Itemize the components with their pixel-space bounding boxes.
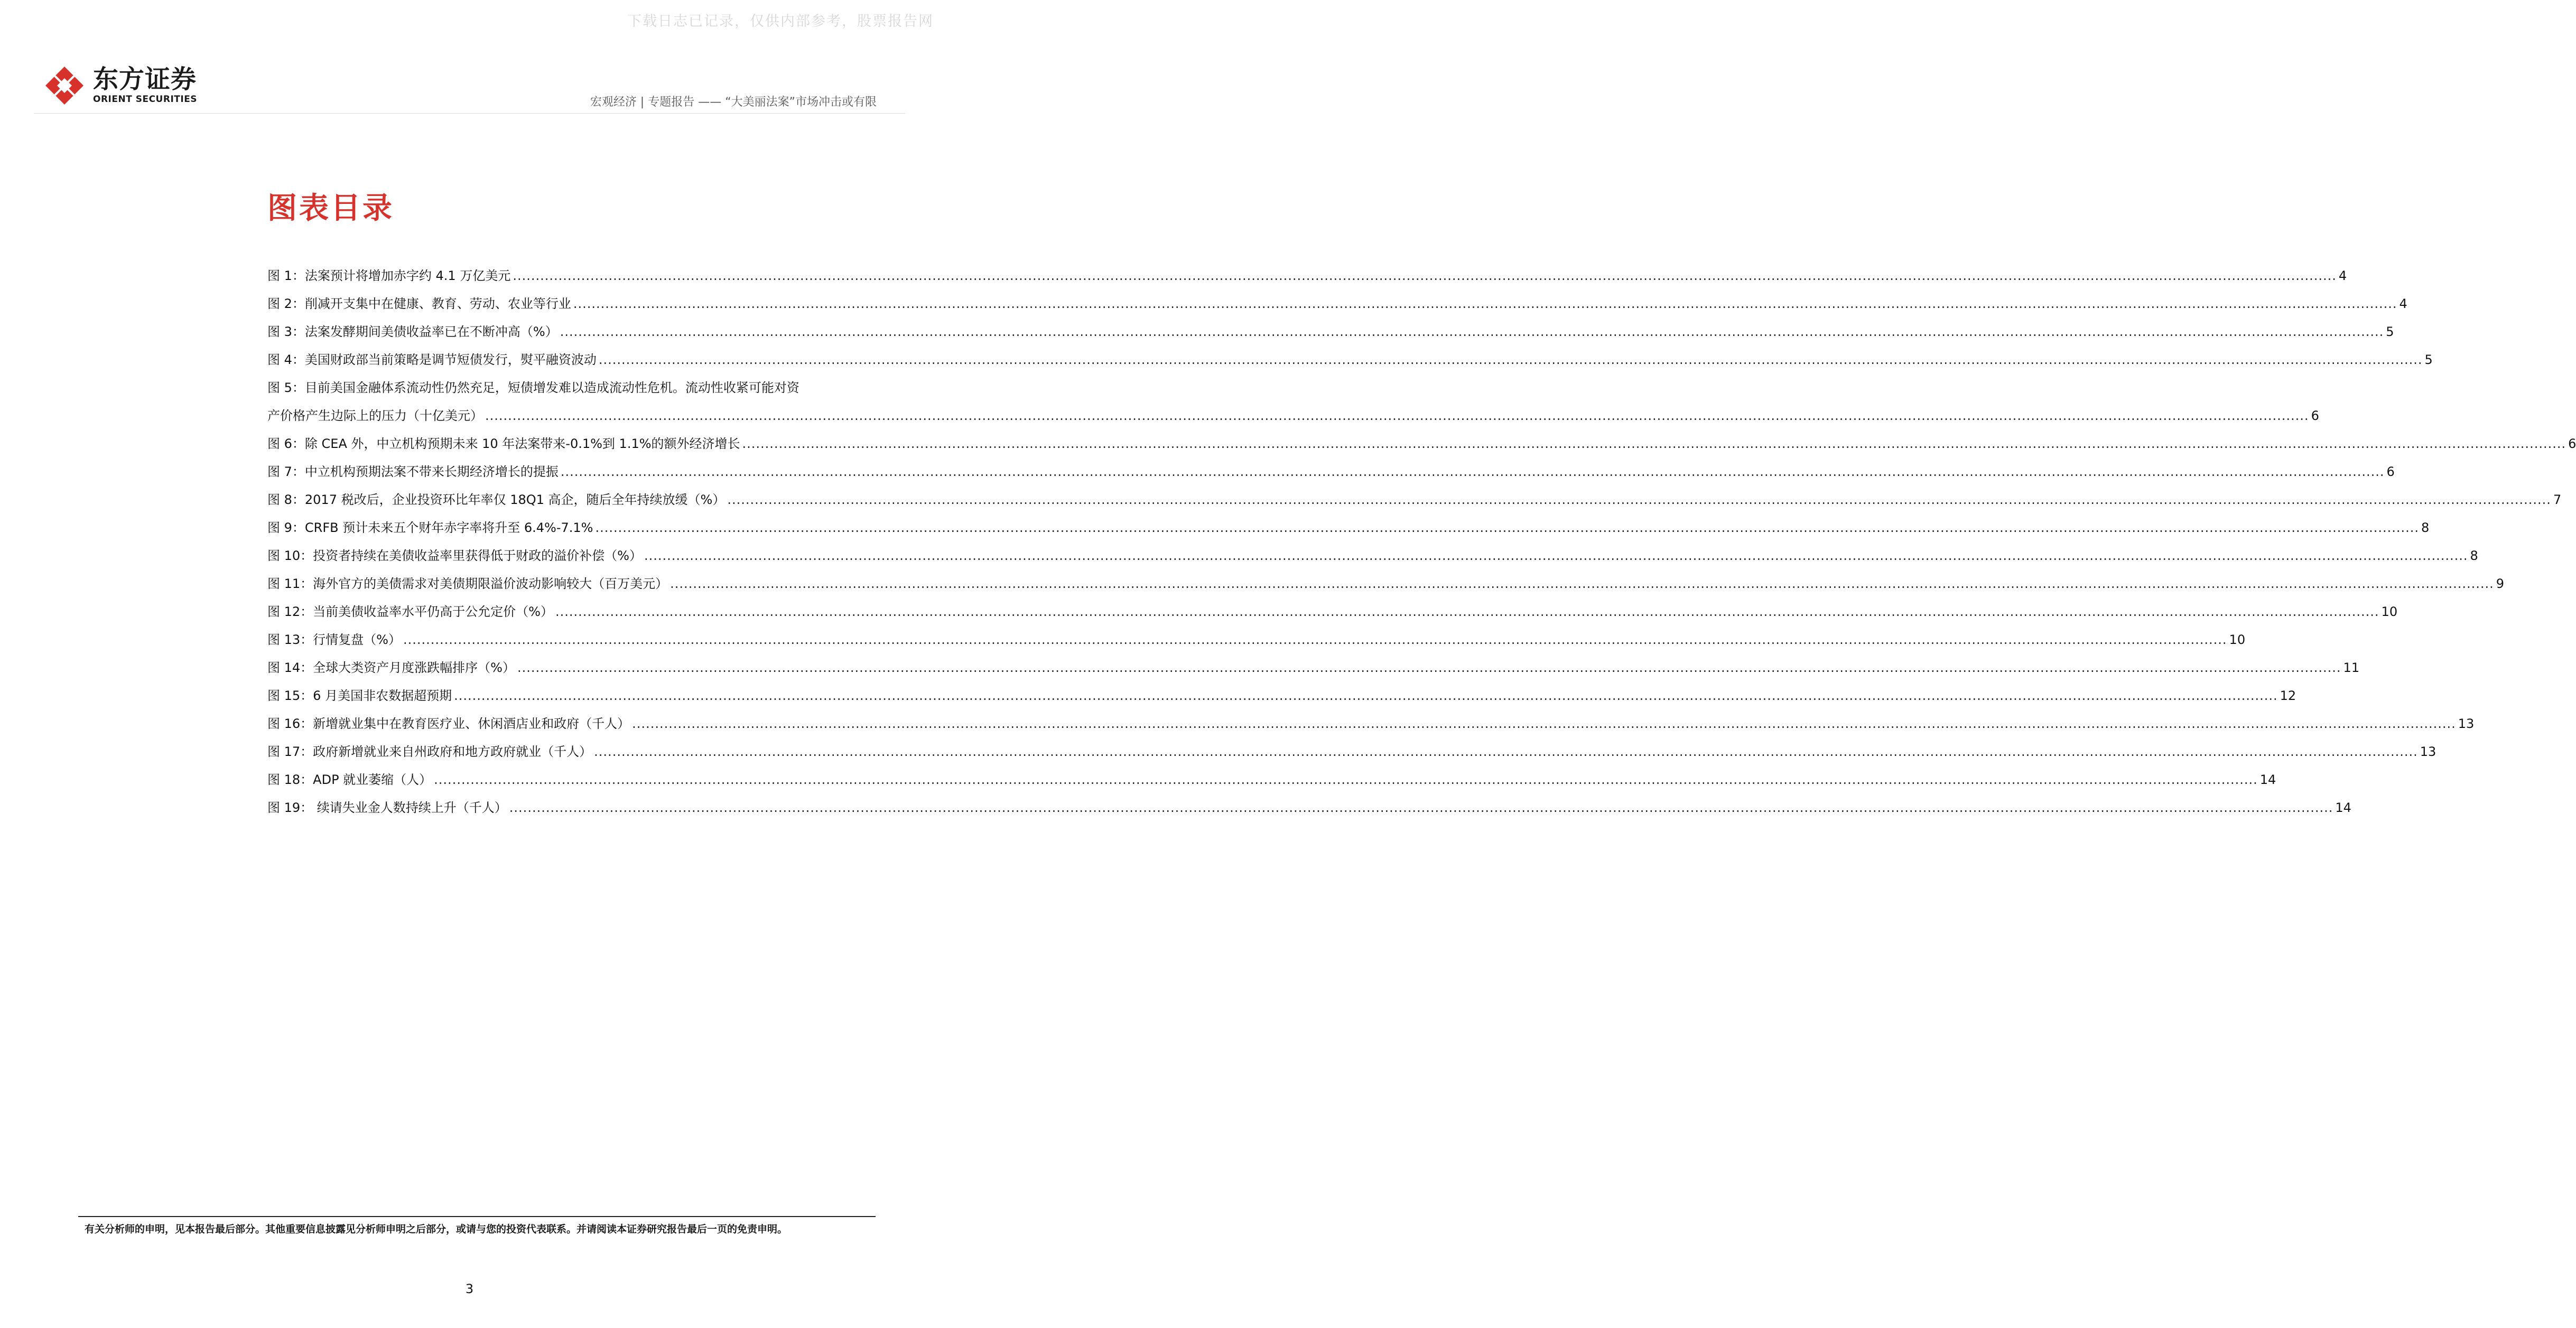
toc-entry-text: 图 12：当前美债收益率水平仍高于公允定价（%） bbox=[267, 604, 553, 619]
toc-entry[interactable] bbox=[267, 682, 2296, 710]
toc-entry-page: 6 bbox=[2568, 436, 2576, 451]
footer-divider bbox=[78, 1216, 876, 1217]
toc-entry[interactable] bbox=[267, 430, 2576, 458]
toc-entry[interactable] bbox=[267, 738, 2436, 766]
toc-entry-text: 产价格产生边际上的压力（十亿美元） bbox=[267, 408, 483, 423]
toc-leader-dots: ................................................................................................................................................................................................................................................................................................................................................................................................................ bbox=[513, 268, 2337, 283]
toc-leader-dots: ................................................................................................................................................................................................................................................................................................................................................................................................................ bbox=[594, 744, 2418, 759]
watermark: 下载日志已记录，仅供内部参考，股票报告网 bbox=[627, 13, 934, 30]
toc-entry[interactable] bbox=[267, 794, 2351, 822]
toc-entry[interactable] bbox=[267, 654, 2360, 682]
brand-logo bbox=[44, 66, 203, 108]
toc-entry[interactable] bbox=[267, 542, 2478, 570]
toc-entry-page: 5 bbox=[2386, 324, 2394, 339]
toc-entry-text: 图 3：法案发酵期间美债收益率已在不断冲高（%） bbox=[267, 324, 558, 339]
brand-name-en: ORIENT SECURITIES bbox=[93, 94, 198, 105]
toc-leader-dots: ................................................................................................................................................................................................................................................................................................................................................................................................................ bbox=[598, 352, 2423, 367]
toc-entry-page: 12 bbox=[2280, 688, 2296, 703]
toc-entry-text: 图 18：ADP 就业萎缩（人） bbox=[267, 772, 432, 787]
toc-entry-page: 13 bbox=[2420, 744, 2436, 759]
toc-entry-text: 图 19： 续请失业金人数持续上升（千人） bbox=[267, 800, 507, 815]
toc-entry-page: 10 bbox=[2229, 632, 2246, 647]
toc-entry-page: 5 bbox=[2424, 352, 2433, 367]
toc-leader-dots: ................................................................................................................................................................................................................................................................................................................................................................................................................ bbox=[434, 772, 2258, 787]
toc-entry-page: 8 bbox=[2470, 548, 2478, 563]
toc-entry-page: 4 bbox=[2399, 296, 2407, 311]
toc-leader-dots: ................................................................................................................................................................................................................................................................................................................................................................................................................ bbox=[454, 688, 2278, 703]
toc-entry[interactable] bbox=[267, 626, 2246, 654]
toc-entry-text: 图 7：中立机构预期法案不带来长期经济增长的提振 bbox=[267, 464, 559, 479]
toc-entry-page: 14 bbox=[2259, 772, 2276, 787]
toc-entry-text: 图 17：政府新增就业来自州政府和地方政府就业（千人） bbox=[267, 744, 592, 759]
toc-entry-text: 图 6：除 CEA 外，中立机构预期未来 10 年法案带来-0.1%到 1.1%的额外经济增长 bbox=[267, 436, 740, 451]
toc-leader-dots: ................................................................................................................................................................................................................................................................................................................................................................................................................ bbox=[509, 800, 2333, 815]
toc-entry[interactable] bbox=[267, 766, 2276, 794]
toc-entry[interactable] bbox=[267, 346, 2433, 374]
toc-entry-text: 图 1：法案预计将增加赤字约 4.1 万亿美元 bbox=[267, 268, 511, 283]
toc-leader-dots: ................................................................................................................................................................................................................................................................................................................................................................................................................ bbox=[560, 324, 2384, 339]
report-category: 宏观经济 | 专题报告 —— “大美丽法案”市场冲击或有限 bbox=[590, 96, 877, 109]
toc-entry[interactable] bbox=[267, 318, 2394, 346]
toc-entry-text: 图 15：6 月美国非农数据超预期 bbox=[267, 688, 452, 703]
toc-leader-dots: ................................................................................................................................................................................................................................................................................................................................................................................................................ bbox=[560, 464, 2385, 479]
brand-name-cn: 东方证券 bbox=[93, 64, 197, 94]
toc-entry-text: 图 8：2017 税改后，企业投资环比年率仅 18Q1 高企，随后全年持续放缓（%） bbox=[267, 492, 726, 507]
toc-title: 图表目录 bbox=[267, 191, 394, 226]
toc-leader-dots: ................................................................................................................................................................................................................................................................................................................................................................................................................ bbox=[485, 408, 2309, 423]
footer-disclaimer: 有关分析师的申明，见本报告最后部分。其他重要信息披露见分析师申明之后部分，或请与您的投资代表联系。并请阅读本证券研究报告最后一页的免责申明。 bbox=[85, 1223, 788, 1235]
toc-entry-page: 10 bbox=[2381, 604, 2398, 619]
toc-entry-text-line1: 图 5：目前美国金融体系流动性仍然充足，短债增发难以造成流动性危机。流动性收紧可能对资 bbox=[267, 380, 799, 395]
toc-leader-dots: ................................................................................................................................................................................................................................................................................................................................................................................................................ bbox=[632, 716, 2456, 731]
toc-leader-dots: ................................................................................................................................................................................................................................................................................................................................................................................................................ bbox=[742, 436, 2566, 451]
toc-entry[interactable] bbox=[267, 486, 2562, 514]
toc-entry-text: 图 11：海外官方的美债需求对美债期限溢价波动影响较大（百万美元） bbox=[267, 576, 668, 591]
header-divider bbox=[34, 113, 905, 114]
toc-entry[interactable] bbox=[267, 458, 2395, 486]
page-number: 3 bbox=[465, 1282, 474, 1296]
toc-leader-dots: ................................................................................................................................................................................................................................................................................................................................................................................................................ bbox=[517, 660, 2341, 675]
toc-entry-text: 图 10：投资者持续在美债收益率里获得低于财政的溢价补偿（%） bbox=[267, 548, 642, 563]
toc-entry-page: 11 bbox=[2343, 660, 2360, 675]
toc-entry-page: 4 bbox=[2338, 268, 2347, 283]
toc-entry[interactable] bbox=[267, 262, 2347, 290]
toc-entry[interactable] bbox=[267, 570, 2505, 598]
toc-entry-page: 9 bbox=[2496, 576, 2505, 591]
toc-leader-dots: ................................................................................................................................................................................................................................................................................................................................................................................................................ bbox=[555, 604, 2379, 619]
toc-entry-page: 13 bbox=[2458, 716, 2475, 731]
toc-entry[interactable] bbox=[267, 290, 2407, 318]
toc-entry-text: 图 2：削减开支集中在健康、教育、劳动、农业等行业 bbox=[267, 296, 571, 311]
toc-entry-page: 8 bbox=[2421, 520, 2430, 535]
toc-leader-dots: ................................................................................................................................................................................................................................................................................................................................................................................................................ bbox=[403, 632, 2227, 647]
toc-entry-page: 14 bbox=[2335, 800, 2351, 815]
orient-logo-icon bbox=[44, 66, 85, 106]
figure-table-of-contents bbox=[267, 262, 2576, 822]
toc-entry-page: 6 bbox=[2386, 464, 2395, 479]
toc-entry-page: 7 bbox=[2553, 492, 2562, 507]
toc-leader-dots: ................................................................................................................................................................................................................................................................................................................................................................................................................ bbox=[670, 576, 2494, 591]
toc-entry[interactable] bbox=[267, 598, 2398, 626]
toc-leader-dots: ................................................................................................................................................................................................................................................................................................................................................................................................................ bbox=[573, 296, 2397, 311]
toc-entry-text: 图 4：美国财政部当前策略是调节短债发行，熨平融资波动 bbox=[267, 352, 597, 367]
toc-entry[interactable] bbox=[267, 710, 2475, 738]
toc-entry[interactable] bbox=[267, 374, 2319, 430]
toc-entry[interactable] bbox=[267, 514, 2430, 542]
toc-leader-dots: ................................................................................................................................................................................................................................................................................................................................................................................................................ bbox=[644, 548, 2468, 563]
toc-leader-dots: ................................................................................................................................................................................................................................................................................................................................................................................................................ bbox=[727, 492, 2551, 507]
toc-entry-text: 图 13：行情复盘（%） bbox=[267, 632, 401, 647]
toc-entry-text: 图 16：新增就业集中在教育医疗业、休闲酒店业和政府（千人） bbox=[267, 716, 630, 731]
toc-entry-text: 图 14：全球大类资产月度涨跌幅排序（%） bbox=[267, 660, 515, 675]
toc-entry-text: 图 9：CRFB 预计未来五个财年赤字率将升至 6.4%-7.1% bbox=[267, 520, 593, 535]
toc-leader-dots: ................................................................................................................................................................................................................................................................................................................................................................................................................ bbox=[595, 520, 2420, 535]
toc-entry-page: 6 bbox=[2311, 408, 2319, 423]
